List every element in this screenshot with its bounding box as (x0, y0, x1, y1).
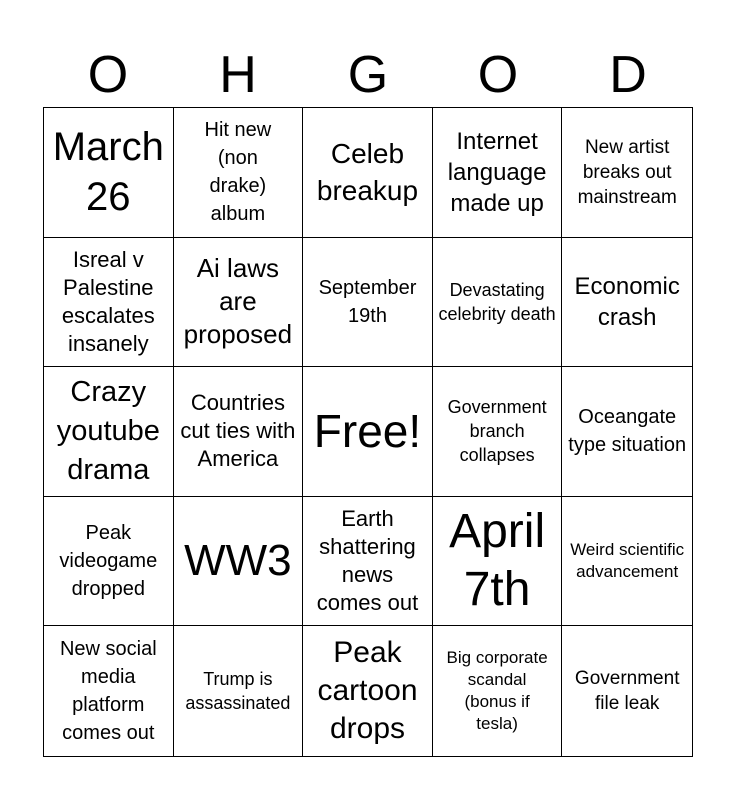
cell-text: Big corporate scandal (bonus if tesla) (446, 648, 548, 734)
bingo-cell-r4c5[interactable] (562, 497, 692, 627)
bingo-cell-r5c2[interactable] (174, 626, 304, 756)
cell-text: WW3 (184, 536, 292, 586)
cell-text: Devastating celebrity death (438, 279, 556, 324)
cell-text: Peak videogame dropped (59, 522, 158, 601)
cell-text: Government branch collapses (447, 397, 547, 466)
bingo-cell-r3c4[interactable] (433, 367, 563, 497)
bingo-cell-r3c2[interactable] (174, 367, 304, 497)
bingo-cell-r3c3[interactable] (303, 367, 433, 497)
cell-text: Hit new (non drake) album (204, 119, 272, 226)
header-letter-1: O (87, 46, 129, 104)
cell-text: Oceangate type situation (568, 406, 687, 457)
bingo-cell-r5c4[interactable] (433, 626, 563, 756)
cell-text: March 26 (52, 125, 164, 220)
header-letter-2: H (219, 46, 257, 104)
header-letter-4: O (477, 46, 519, 104)
cell-text: Free! (313, 405, 422, 458)
bingo-cell-r5c1[interactable] (44, 626, 174, 756)
bingo-cell-r4c1[interactable] (44, 497, 174, 627)
cell-text: Peak cartoon drops (317, 636, 418, 746)
cell-text: Trump is assassinated (185, 669, 291, 714)
bingo-cell-r2c3[interactable] (303, 238, 433, 368)
bingo-card-grid (43, 107, 693, 757)
bingo-cell-r4c2[interactable] (174, 497, 304, 627)
bingo-cell-r1c4[interactable] (433, 108, 563, 238)
bingo-cell-r2c4[interactable] (433, 238, 563, 368)
cell-text: Celeb breakup (316, 138, 419, 207)
bingo-cell-r1c3[interactable] (303, 108, 433, 238)
bingo-cell-r3c5[interactable] (562, 367, 692, 497)
bingo-cell-r2c5[interactable] (562, 238, 692, 368)
cell-text: Isreal v Palestine escalates insanely (61, 246, 155, 356)
cell-text: September 19th (318, 276, 417, 327)
cell-text: Countries cut ties with America (180, 390, 296, 472)
bingo-cell-r5c3[interactable] (303, 626, 433, 756)
cell-text: Government file leak (574, 668, 680, 715)
cell-text: Earth shattering news comes out (316, 506, 419, 616)
bingo-cell-r2c1[interactable] (44, 238, 174, 368)
header-letter-5: D (609, 46, 647, 104)
header-letter-3: G (347, 46, 389, 104)
bingo-cell-r2c2[interactable] (174, 238, 304, 368)
bingo-cell-r1c1[interactable] (44, 108, 174, 238)
cell-text: Crazy youtube drama (56, 375, 160, 486)
cell-text: Internet language made up (447, 127, 547, 217)
cell-text: New social media platform comes out (59, 638, 157, 745)
bingo-cell-r4c3[interactable] (303, 497, 433, 627)
cell-text: Weird scientific advancement (570, 540, 685, 582)
bingo-header (43, 44, 693, 106)
bingo-cell-r5c5[interactable] (562, 626, 692, 756)
bingo-cell-r1c2[interactable] (174, 108, 304, 238)
cell-text: New artist breaks out mainstream (577, 136, 677, 208)
cell-text: April 7th (449, 505, 546, 617)
bingo-cell-r4c4[interactable] (433, 497, 563, 627)
cell-text: Ai laws are proposed (183, 253, 293, 350)
bingo-cell-r3c1[interactable] (44, 367, 174, 497)
cell-text: Economic crash (574, 272, 680, 331)
bingo-cell-r1c5[interactable] (562, 108, 692, 238)
